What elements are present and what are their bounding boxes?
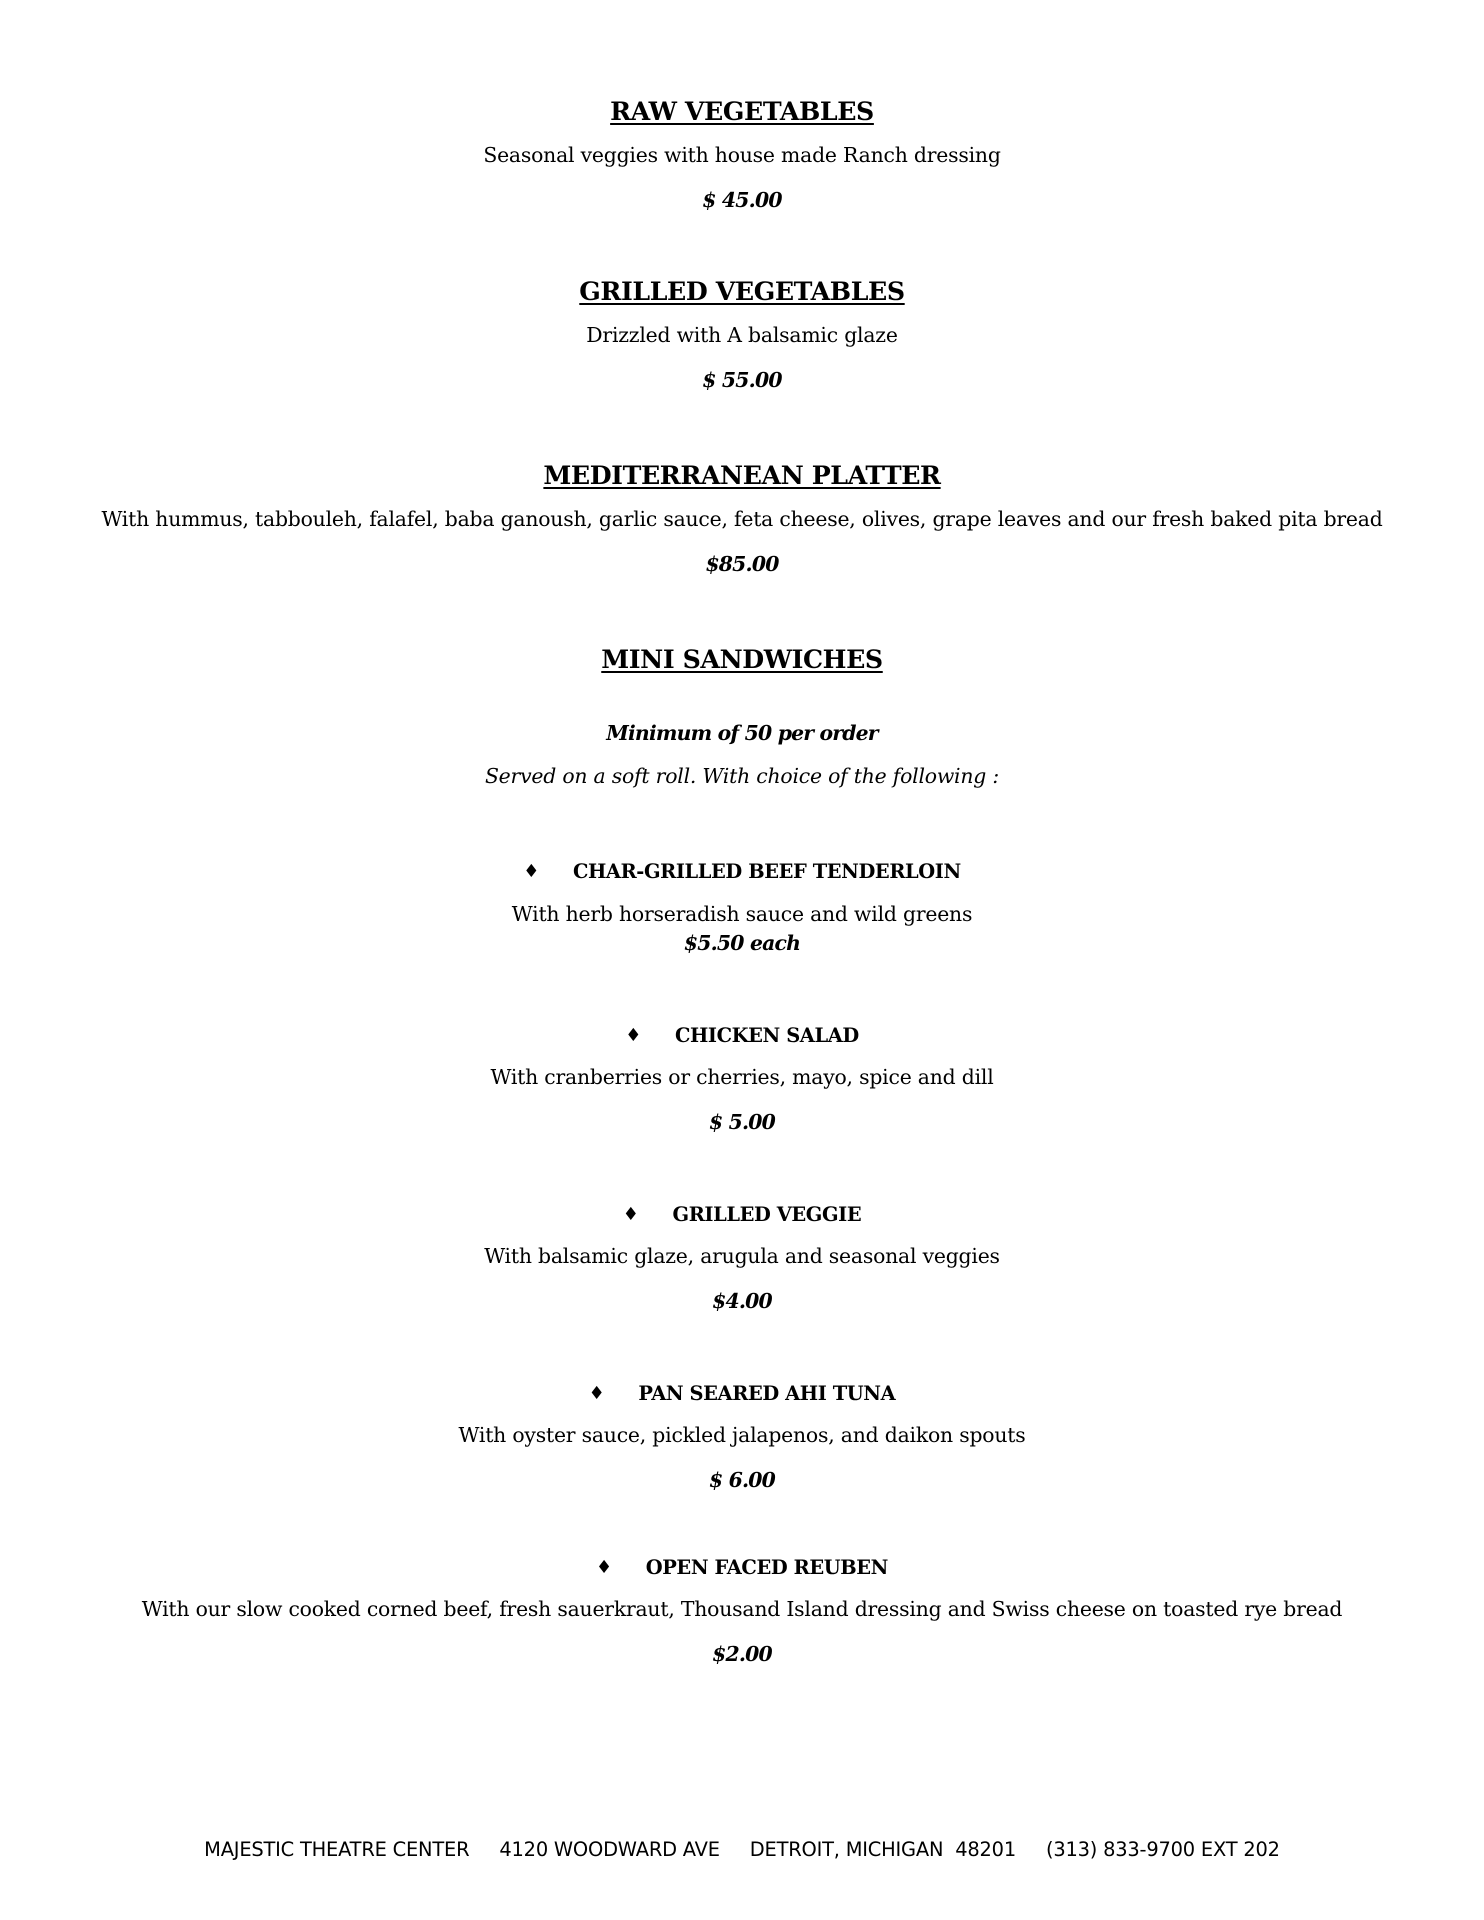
footer-city: DETROIT, MICHIGAN 48201 bbox=[749, 1838, 1016, 1861]
sandwich-item-ahi-tuna bbox=[0, 1382, 1484, 1405]
sandwich-name: OPEN FACED REUBEN bbox=[645, 1556, 889, 1579]
diamond-bullet-icon: ♦ bbox=[523, 861, 539, 882]
footer-contact bbox=[0, 1838, 1484, 1861]
sandwich-item-beef-tenderloin bbox=[0, 860, 1484, 883]
sandwich-description: With our slow cooked corned beef, fresh sauerkraut, Thousand Island dressing and Swiss cheese on toasted rye bread bbox=[141, 1597, 1343, 1621]
sandwich-description: With cranberries or cherries, mayo, spice and dill bbox=[490, 1065, 994, 1089]
section-heading-mini-sandwiches: MINI SANDWICHES bbox=[601, 644, 883, 674]
section-price-raw-vegetables: $ 45.00 bbox=[702, 188, 782, 212]
footer-address: 4120 WOODWARD AVE bbox=[499, 1838, 720, 1861]
sandwich-item-chicken-salad bbox=[0, 1024, 1484, 1047]
sandwich-price: $2.00 bbox=[712, 1642, 772, 1666]
minimum-order-note: Minimum of 50 per order bbox=[606, 721, 878, 745]
section-price-mediterranean-platter: $85.00 bbox=[705, 552, 779, 576]
sandwich-description: With oyster sauce, pickled jalapenos, and daikon spouts bbox=[458, 1423, 1026, 1447]
section-description-raw-vegetables: Seasonal veggies with house made Ranch dressing bbox=[483, 143, 1001, 167]
sandwich-item-grilled-veggie bbox=[0, 1203, 1484, 1226]
sandwich-item-reuben bbox=[0, 1556, 1484, 1579]
section-description-grilled-vegetables: Drizzled with A balsamic glaze bbox=[586, 323, 898, 347]
section-heading-raw-vegetables: RAW VEGETABLES bbox=[610, 96, 874, 126]
sandwich-description: With herb horseradish sauce and wild greens bbox=[511, 902, 973, 926]
sandwich-price: $4.00 bbox=[712, 1289, 772, 1313]
served-on-note: Served on a soft roll. With choice of the following : bbox=[484, 764, 1000, 788]
footer-phone: (313) 833-9700 EXT 202 bbox=[1045, 1838, 1280, 1861]
sandwich-price: $ 6.00 bbox=[708, 1468, 776, 1492]
sandwich-name: PAN SEARED AHI TUNA bbox=[638, 1382, 896, 1405]
diamond-bullet-icon: ♦ bbox=[625, 1025, 641, 1046]
section-price-grilled-vegetables: $ 55.00 bbox=[702, 368, 782, 392]
section-description-mediterranean-platter: With hummus, tabbouleh, falafel, baba ganoush, garlic sauce, feta cheese, olives, grape leaves and our fresh baked pita bread bbox=[101, 507, 1383, 531]
sandwich-price: $5.50 each bbox=[683, 931, 801, 955]
diamond-bullet-icon: ♦ bbox=[595, 1557, 612, 1578]
sandwich-name: GRILLED VEGGIE bbox=[672, 1203, 862, 1226]
footer-venue: MAJESTIC THEATRE CENTER bbox=[204, 1838, 470, 1861]
sandwich-name: CHICKEN SALAD bbox=[674, 1024, 859, 1047]
sandwich-name: CHAR-GRILLED BEEF TENDERLOIN bbox=[572, 860, 961, 883]
sandwich-description: With balsamic glaze, arugula and seasonal veggies bbox=[484, 1244, 1000, 1268]
section-heading-grilled-vegetables: GRILLED VEGETABLES bbox=[579, 276, 905, 306]
diamond-bullet-icon: ♦ bbox=[588, 1383, 605, 1404]
sandwich-price: $ 5.00 bbox=[708, 1110, 776, 1134]
diamond-bullet-icon: ♦ bbox=[622, 1204, 639, 1225]
section-heading-mediterranean-platter: MEDITERRANEAN PLATTER bbox=[543, 460, 941, 490]
